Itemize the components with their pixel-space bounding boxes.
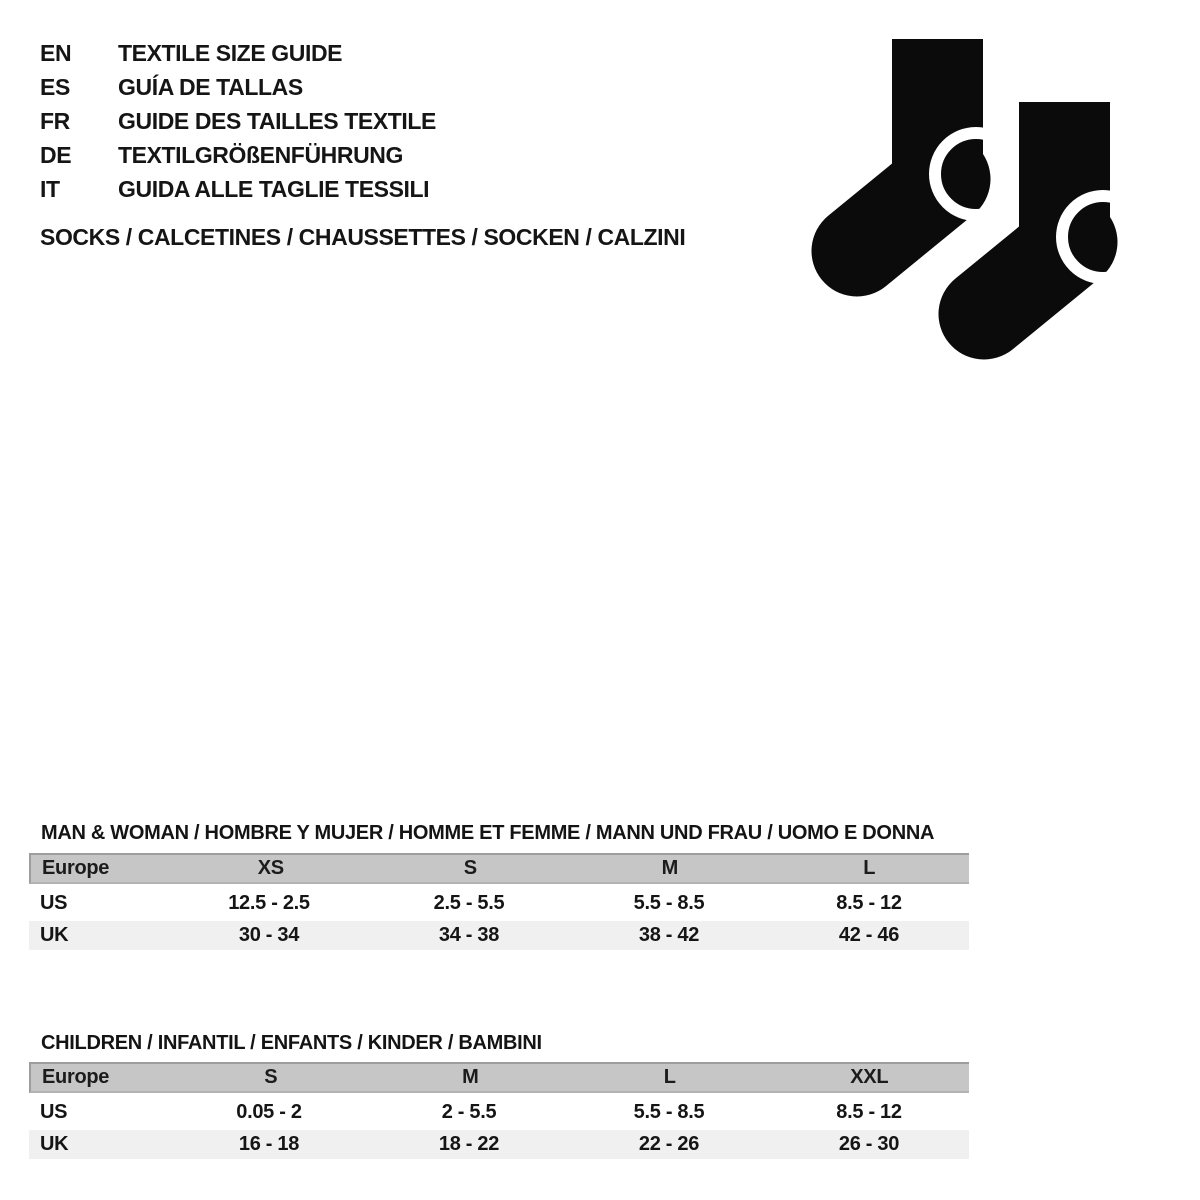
size-range: 26 - 30 bbox=[838, 1133, 900, 1155]
size-range: 16 - 18 bbox=[238, 1133, 300, 1155]
size-range: 2 - 5.5 bbox=[441, 1100, 497, 1123]
size-range: 30 - 34 bbox=[238, 924, 300, 946]
size-range: 12.5 - 2.5 bbox=[228, 891, 310, 914]
language-code: ES bbox=[40, 73, 70, 100]
table-row-uk bbox=[29, 921, 969, 950]
language-row-it bbox=[40, 172, 436, 206]
children-size-table bbox=[29, 1062, 969, 1159]
size-range: 5.5 - 8.5 bbox=[633, 1100, 705, 1123]
size-range: 42 - 46 bbox=[838, 924, 900, 946]
header-cell-size: L bbox=[863, 857, 876, 879]
size-range: 8.5 - 12 bbox=[836, 891, 902, 914]
language-row-de bbox=[40, 138, 436, 172]
table-header-row bbox=[29, 1062, 969, 1093]
size-range: 38 - 42 bbox=[638, 924, 700, 946]
header-cell-size: XXL bbox=[850, 1066, 889, 1088]
size-range: 8.5 - 12 bbox=[836, 1100, 902, 1123]
header-cell-size: M bbox=[661, 857, 678, 879]
size-range: 5.5 - 8.5 bbox=[633, 891, 705, 914]
language-title: GUÍA DE TALLAS bbox=[118, 73, 303, 100]
size-range: 2.5 - 5.5 bbox=[433, 891, 505, 914]
table-row-uk bbox=[29, 1130, 969, 1159]
header-cell-europe: Europe bbox=[42, 857, 110, 879]
language-row-es bbox=[40, 70, 436, 104]
header-cell-europe: Europe bbox=[42, 1066, 110, 1088]
language-code: IT bbox=[40, 175, 60, 202]
size-range: 18 - 22 bbox=[438, 1133, 500, 1155]
language-code: FR bbox=[40, 107, 70, 134]
table-row-us bbox=[29, 1097, 969, 1127]
sock-left bbox=[857, 39, 1017, 251]
table-header-row bbox=[29, 853, 969, 884]
header-cell-size: L bbox=[663, 1066, 676, 1088]
language-title: TEXTILGRÖßENFÜHRUNG bbox=[118, 141, 403, 168]
children-table-title: CHILDREN / INFANTIL / ENFANTS / KINDER / BAMBINI bbox=[41, 1032, 542, 1054]
language-row-en bbox=[40, 36, 436, 70]
language-row-fr bbox=[40, 104, 436, 138]
header-cell-size: S bbox=[264, 1066, 278, 1088]
size-range: 22 - 26 bbox=[638, 1133, 700, 1155]
language-code: EN bbox=[40, 39, 72, 66]
category-line: SOCKS / CALCETINES / CHAUSSETTES / SOCKEN / CALZINI bbox=[40, 224, 686, 250]
size-range: 0.05 - 2 bbox=[236, 1100, 302, 1123]
row-label: US bbox=[40, 1100, 68, 1123]
row-label: UK bbox=[40, 1133, 69, 1155]
row-label: US bbox=[40, 891, 68, 914]
header-cell-size: XS bbox=[257, 857, 284, 879]
table-row-us bbox=[29, 888, 969, 918]
language-guide-list bbox=[40, 36, 436, 206]
language-title: GUIDA ALLE TAGLIE TESSILI bbox=[118, 175, 430, 202]
socks-icon bbox=[805, 39, 1125, 369]
size-range: 34 - 38 bbox=[438, 924, 500, 946]
language-title: GUIDE DES TAILLES TEXTILE bbox=[118, 107, 436, 134]
row-label: UK bbox=[40, 924, 69, 946]
language-title: TEXTILE SIZE GUIDE bbox=[118, 39, 343, 66]
man-woman-size-table bbox=[29, 853, 969, 950]
header-cell-size: M bbox=[462, 1066, 479, 1088]
language-code: DE bbox=[40, 141, 72, 168]
man-woman-table-title: MAN & WOMAN / HOMBRE Y MUJER / HOMME ET FEMME / MANN UND FRAU / UOMO E DONNA bbox=[41, 822, 935, 844]
header-cell-size: S bbox=[463, 857, 477, 879]
